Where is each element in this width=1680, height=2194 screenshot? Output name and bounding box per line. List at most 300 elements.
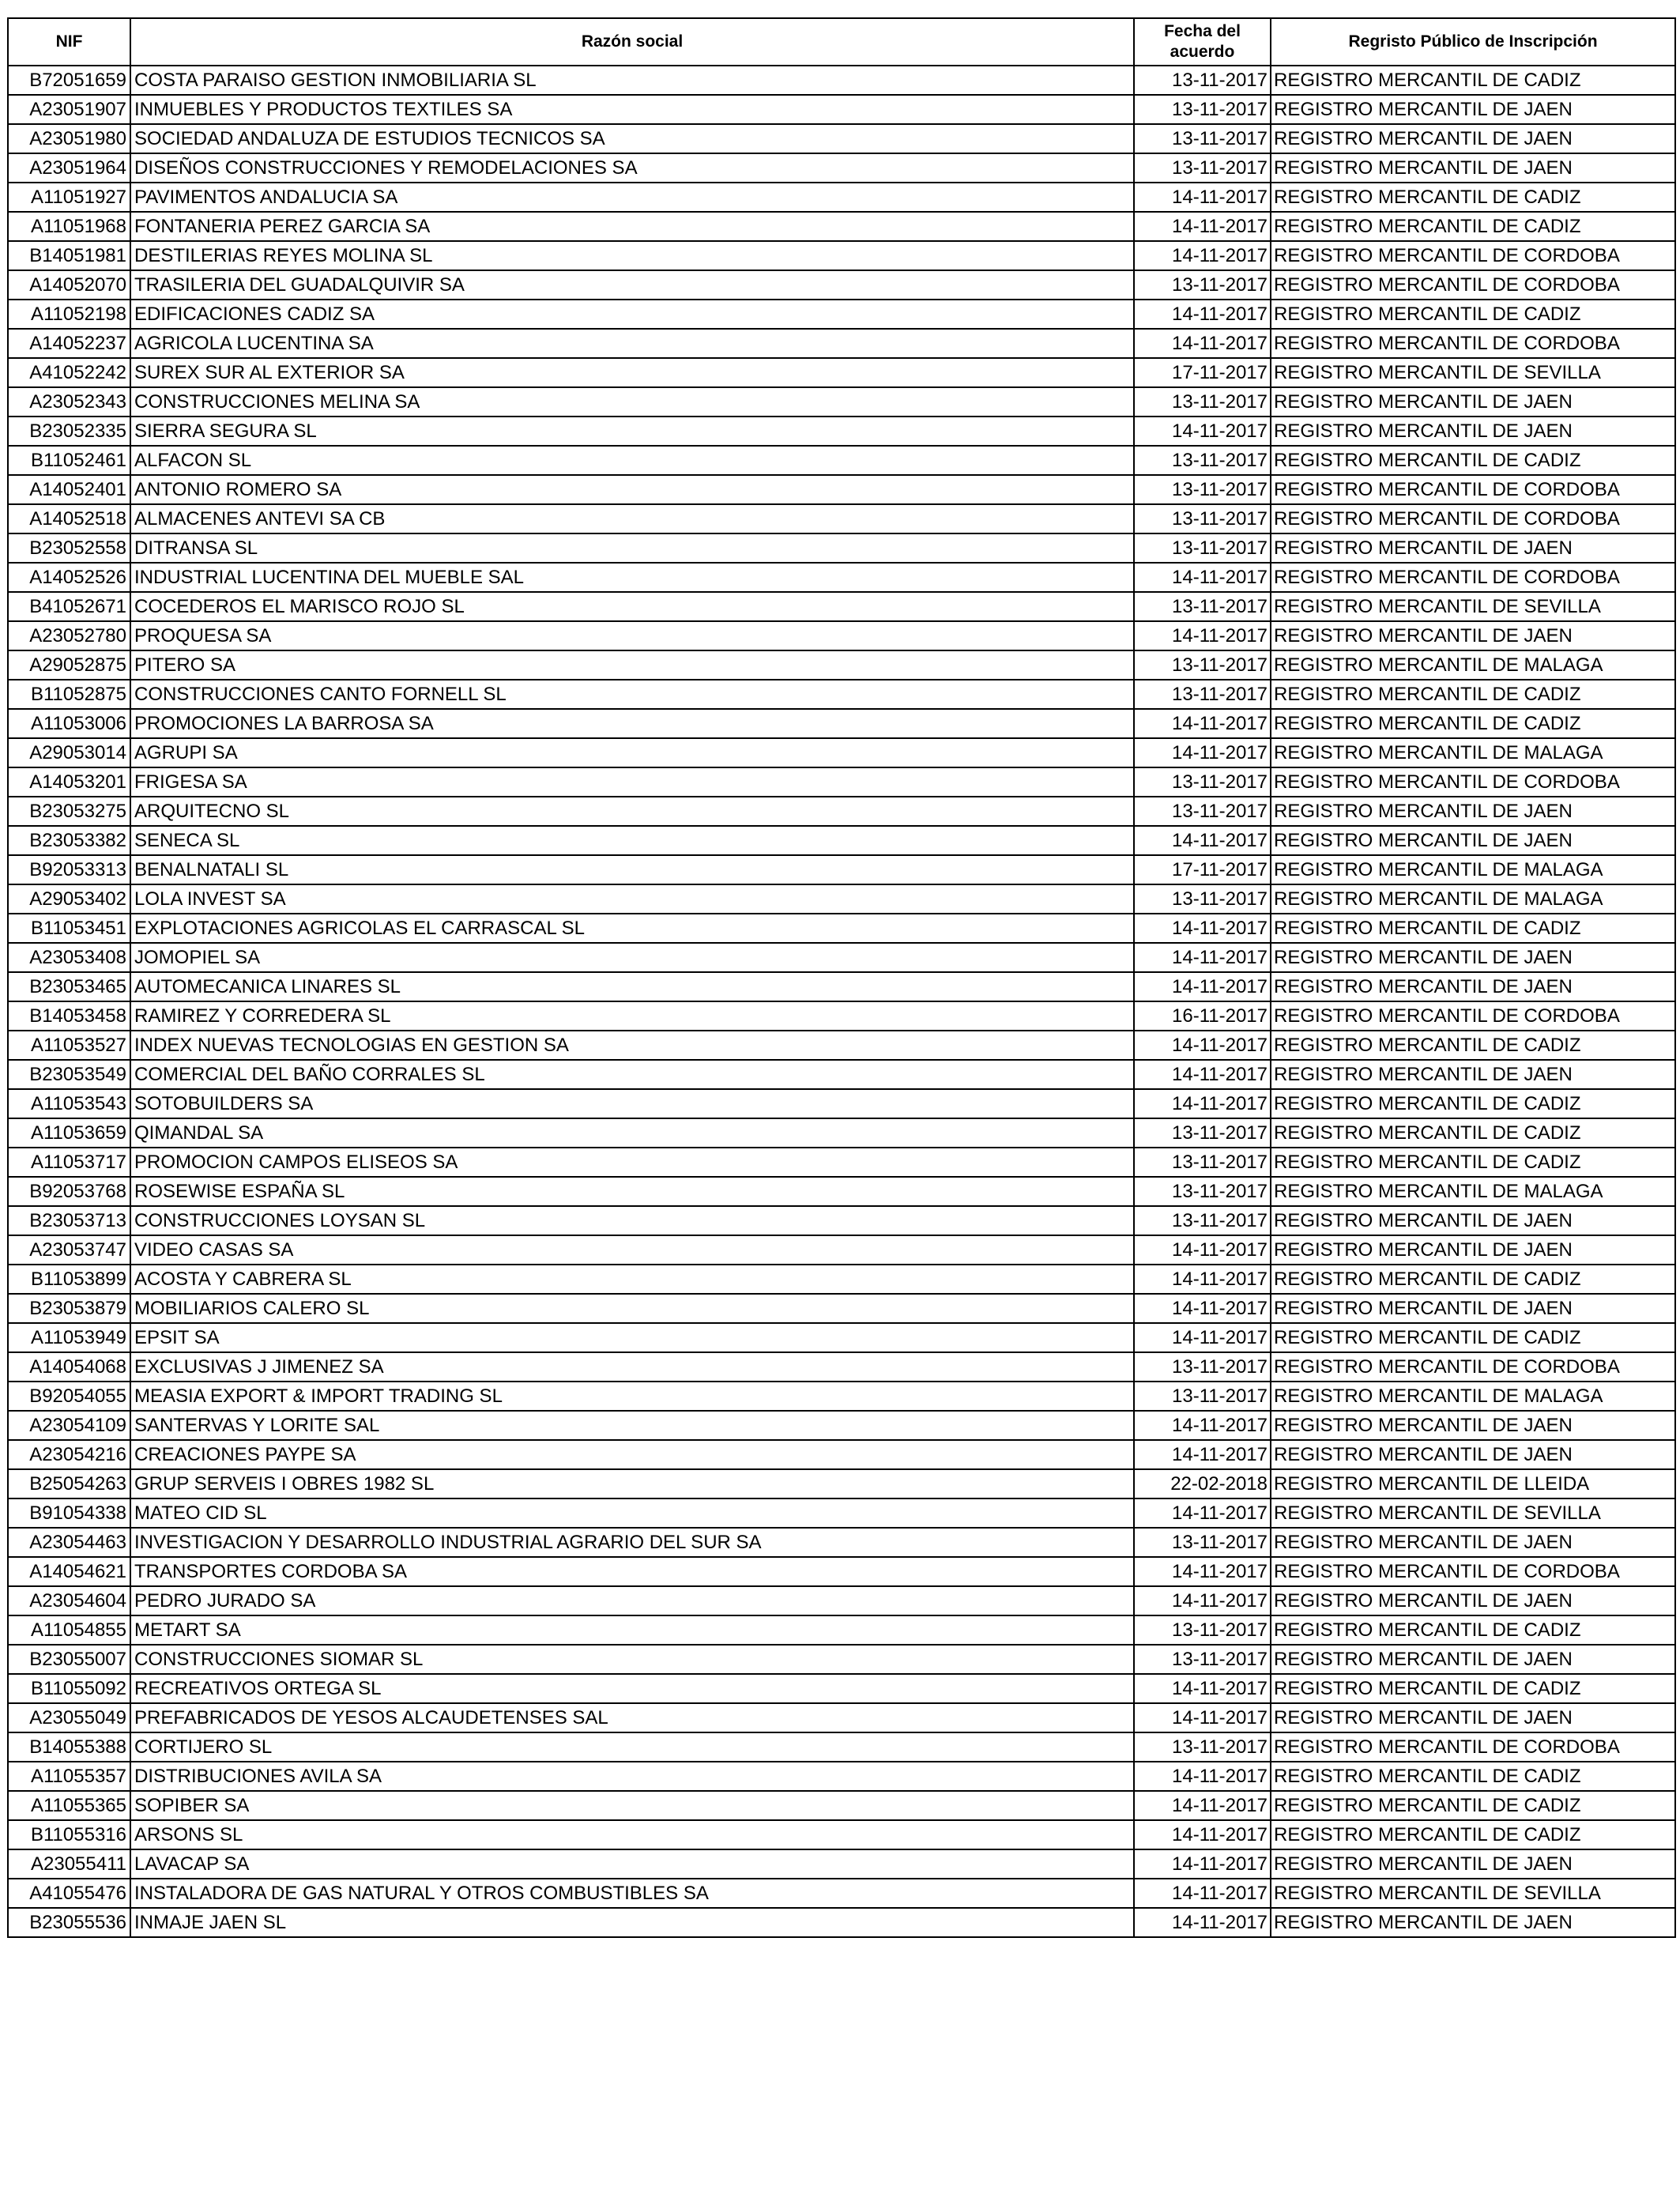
cell-razon-social: RECREATIVOS ORTEGA SL <box>130 1674 1134 1703</box>
cell-razon-social: DISEÑOS CONSTRUCCIONES Y REMODELACIONES SA <box>130 153 1134 183</box>
cell-nif: A23052780 <box>8 621 130 650</box>
cell-razon-social: AGRICOLA LUCENTINA SA <box>130 329 1134 358</box>
table-row <box>8 1908 1675 1937</box>
cell-fecha-acuerdo: 14-11-2017 <box>1134 1557 1271 1586</box>
cell-fecha-acuerdo: 13-11-2017 <box>1134 504 1271 533</box>
cell-fecha-acuerdo: 13-11-2017 <box>1134 1118 1271 1148</box>
cell-registro: REGISTRO MERCANTIL DE CADIZ <box>1271 1820 1675 1849</box>
cell-registro: REGISTRO MERCANTIL DE CORDOBA <box>1271 767 1675 797</box>
cell-nif: A14052526 <box>8 563 130 592</box>
cell-razon-social: INDEX NUEVAS TECNOLOGIAS EN GESTION SA <box>130 1031 1134 1060</box>
cell-razon-social: SUREX SUR AL EXTERIOR SA <box>130 358 1134 387</box>
cell-razon-social: SOPIBER SA <box>130 1791 1134 1820</box>
cell-registro: REGISTRO MERCANTIL DE CORDOBA <box>1271 1732 1675 1762</box>
cell-fecha-acuerdo: 14-11-2017 <box>1134 241 1271 270</box>
cell-registro: REGISTRO MERCANTIL DE CADIZ <box>1271 1031 1675 1060</box>
cell-razon-social: QIMANDAL SA <box>130 1118 1134 1148</box>
cell-nif: B92053768 <box>8 1177 130 1206</box>
cell-fecha-acuerdo: 14-11-2017 <box>1134 1060 1271 1089</box>
table-row <box>8 1235 1675 1265</box>
cell-fecha-acuerdo: 14-11-2017 <box>1134 329 1271 358</box>
cell-razon-social: PROMOCION CAMPOS ELISEOS SA <box>130 1148 1134 1177</box>
header-registro: Regristo Público de Inscripción <box>1271 18 1675 66</box>
header-nif: NIF <box>8 18 130 66</box>
cell-nif: A14053201 <box>8 767 130 797</box>
cell-nif: B11053899 <box>8 1265 130 1294</box>
cell-fecha-acuerdo: 13-11-2017 <box>1134 1528 1271 1557</box>
cell-registro: REGISTRO MERCANTIL DE CADIZ <box>1271 1674 1675 1703</box>
cell-nif: A11053006 <box>8 709 130 738</box>
cell-registro: REGISTRO MERCANTIL DE CORDOBA <box>1271 329 1675 358</box>
cell-nif: A11051968 <box>8 212 130 241</box>
cell-registro: REGISTRO MERCANTIL DE JAEN <box>1271 1440 1675 1469</box>
cell-registro: REGISTRO MERCANTIL DE SEVILLA <box>1271 358 1675 387</box>
cell-fecha-acuerdo: 13-11-2017 <box>1134 475 1271 504</box>
table-row <box>8 329 1675 358</box>
table-row <box>8 797 1675 826</box>
cell-razon-social: CREACIONES PAYPE SA <box>130 1440 1134 1469</box>
cell-fecha-acuerdo: 13-11-2017 <box>1134 1732 1271 1762</box>
cell-fecha-acuerdo: 14-11-2017 <box>1134 1703 1271 1732</box>
cell-nif: A14052401 <box>8 475 130 504</box>
table-row <box>8 358 1675 387</box>
cell-registro: REGISTRO MERCANTIL DE CADIZ <box>1271 1762 1675 1791</box>
cell-nif: A23051907 <box>8 95 130 124</box>
cell-nif: A11053717 <box>8 1148 130 1177</box>
cell-fecha-acuerdo: 14-11-2017 <box>1134 1265 1271 1294</box>
cell-fecha-acuerdo: 14-11-2017 <box>1134 1820 1271 1849</box>
cell-registro: REGISTRO MERCANTIL DE MALAGA <box>1271 650 1675 680</box>
table-row <box>8 1674 1675 1703</box>
table-row <box>8 1732 1675 1762</box>
cell-registro: REGISTRO MERCANTIL DE CADIZ <box>1271 1148 1675 1177</box>
cell-razon-social: PROMOCIONES LA BARROSA SA <box>130 709 1134 738</box>
cell-razon-social: GRUP SERVEIS I OBRES 1982 SL <box>130 1469 1134 1498</box>
table-row <box>8 1118 1675 1148</box>
cell-fecha-acuerdo: 14-11-2017 <box>1134 943 1271 972</box>
cell-registro: REGISTRO MERCANTIL DE CADIZ <box>1271 300 1675 329</box>
cell-nif: A23051964 <box>8 153 130 183</box>
cell-fecha-acuerdo: 13-11-2017 <box>1134 153 1271 183</box>
cell-registro: REGISTRO MERCANTIL DE JAEN <box>1271 1849 1675 1879</box>
table-row <box>8 1791 1675 1820</box>
cell-fecha-acuerdo: 14-11-2017 <box>1134 417 1271 446</box>
cell-fecha-acuerdo: 14-11-2017 <box>1134 1849 1271 1879</box>
cell-nif: A11055365 <box>8 1791 130 1820</box>
cell-razon-social: ARQUITECNO SL <box>130 797 1134 826</box>
cell-nif: A29052875 <box>8 650 130 680</box>
cell-razon-social: JOMOPIEL SA <box>130 943 1134 972</box>
cell-nif: A14054068 <box>8 1352 130 1382</box>
table-row <box>8 1265 1675 1294</box>
cell-razon-social: EPSIT SA <box>130 1323 1134 1352</box>
table-row <box>8 1879 1675 1908</box>
cell-registro: REGISTRO MERCANTIL DE CORDOBA <box>1271 563 1675 592</box>
cell-razon-social: INMUEBLES Y PRODUCTOS TEXTILES SA <box>130 95 1134 124</box>
table-row <box>8 153 1675 183</box>
cell-fecha-acuerdo: 14-11-2017 <box>1134 1089 1271 1118</box>
table-row <box>8 1382 1675 1411</box>
table-row <box>8 1849 1675 1879</box>
cell-registro: REGISTRO MERCANTIL DE JAEN <box>1271 1703 1675 1732</box>
cell-registro: REGISTRO MERCANTIL DE CADIZ <box>1271 1265 1675 1294</box>
table-row <box>8 1148 1675 1177</box>
table-row <box>8 124 1675 153</box>
registry-table <box>7 17 1676 1938</box>
cell-razon-social: ALMACENES ANTEVI SA CB <box>130 504 1134 533</box>
cell-registro: REGISTRO MERCANTIL DE CADIZ <box>1271 446 1675 475</box>
cell-razon-social: PAVIMENTOS ANDALUCIA SA <box>130 183 1134 212</box>
cell-nif: A41055476 <box>8 1879 130 1908</box>
cell-registro: REGISTRO MERCANTIL DE JAEN <box>1271 1645 1675 1674</box>
cell-fecha-acuerdo: 13-11-2017 <box>1134 1352 1271 1382</box>
cell-registro: REGISTRO MERCANTIL DE SEVILLA <box>1271 592 1675 621</box>
table-row <box>8 1557 1675 1586</box>
cell-fecha-acuerdo: 13-11-2017 <box>1134 1615 1271 1645</box>
cell-razon-social: SOCIEDAD ANDALUZA DE ESTUDIOS TECNICOS SA <box>130 124 1134 153</box>
cell-fecha-acuerdo: 14-11-2017 <box>1134 1440 1271 1469</box>
cell-razon-social: INSTALADORA DE GAS NATURAL Y OTROS COMBUSTIBLES SA <box>130 1879 1134 1908</box>
cell-registro: REGISTRO MERCANTIL DE MALAGA <box>1271 884 1675 914</box>
table-row <box>8 1498 1675 1528</box>
cell-fecha-acuerdo: 16-11-2017 <box>1134 1001 1271 1031</box>
cell-nif: A11053527 <box>8 1031 130 1060</box>
cell-registro: REGISTRO MERCANTIL DE JAEN <box>1271 387 1675 417</box>
cell-registro: REGISTRO MERCANTIL DE JAEN <box>1271 417 1675 446</box>
table-row <box>8 446 1675 475</box>
cell-razon-social: MATEO CID SL <box>130 1498 1134 1528</box>
cell-fecha-acuerdo: 14-11-2017 <box>1134 826 1271 855</box>
cell-fecha-acuerdo: 13-11-2017 <box>1134 446 1271 475</box>
cell-razon-social: ALFACON SL <box>130 446 1134 475</box>
cell-razon-social: PEDRO JURADO SA <box>130 1586 1134 1615</box>
cell-nif: A11051927 <box>8 183 130 212</box>
cell-razon-social: INMAJE JAEN SL <box>130 1908 1134 1937</box>
cell-nif: A23053408 <box>8 943 130 972</box>
cell-registro: REGISTRO MERCANTIL DE JAEN <box>1271 826 1675 855</box>
cell-fecha-acuerdo: 14-11-2017 <box>1134 972 1271 1001</box>
cell-fecha-acuerdo: 14-11-2017 <box>1134 300 1271 329</box>
table-row <box>8 183 1675 212</box>
table-row <box>8 650 1675 680</box>
cell-razon-social: RAMIREZ Y CORREDERA SL <box>130 1001 1134 1031</box>
cell-nif: B11055316 <box>8 1820 130 1849</box>
table-row <box>8 1089 1675 1118</box>
cell-fecha-acuerdo: 14-11-2017 <box>1134 738 1271 767</box>
cell-registro: REGISTRO MERCANTIL DE JAEN <box>1271 1235 1675 1265</box>
header-fecha-line1: Fecha del <box>1164 22 1241 40</box>
cell-razon-social: VIDEO CASAS SA <box>130 1235 1134 1265</box>
cell-nif: A14052070 <box>8 270 130 300</box>
cell-razon-social: COSTA PARAISO GESTION INMOBILIARIA SL <box>130 66 1134 95</box>
table-row <box>8 1703 1675 1732</box>
table-row <box>8 533 1675 563</box>
cell-razon-social: METART SA <box>130 1615 1134 1645</box>
cell-nif: A29053402 <box>8 884 130 914</box>
cell-fecha-acuerdo: 13-11-2017 <box>1134 533 1271 563</box>
table-row <box>8 387 1675 417</box>
cell-razon-social: CONSTRUCCIONES SIOMAR SL <box>130 1645 1134 1674</box>
cell-nif: A23054216 <box>8 1440 130 1469</box>
cell-razon-social: FONTANERIA PEREZ GARCIA SA <box>130 212 1134 241</box>
table-row <box>8 1001 1675 1031</box>
cell-registro: REGISTRO MERCANTIL DE MALAGA <box>1271 738 1675 767</box>
table-row <box>8 1440 1675 1469</box>
cell-fecha-acuerdo: 14-11-2017 <box>1134 1791 1271 1820</box>
cell-fecha-acuerdo: 14-11-2017 <box>1134 709 1271 738</box>
cell-fecha-acuerdo: 13-11-2017 <box>1134 124 1271 153</box>
cell-registro: REGISTRO MERCANTIL DE JAEN <box>1271 1908 1675 1937</box>
cell-fecha-acuerdo: 14-11-2017 <box>1134 1294 1271 1323</box>
cell-nif: B23053549 <box>8 1060 130 1089</box>
cell-fecha-acuerdo: 13-11-2017 <box>1134 592 1271 621</box>
cell-registro: REGISTRO MERCANTIL DE CORDOBA <box>1271 475 1675 504</box>
cell-nif: B23053382 <box>8 826 130 855</box>
cell-fecha-acuerdo: 13-11-2017 <box>1134 270 1271 300</box>
cell-registro: REGISTRO MERCANTIL DE CADIZ <box>1271 1118 1675 1148</box>
cell-razon-social: DISTRIBUCIONES AVILA SA <box>130 1762 1134 1791</box>
cell-nif: A11053543 <box>8 1089 130 1118</box>
table-row <box>8 855 1675 884</box>
cell-fecha-acuerdo: 13-11-2017 <box>1134 1148 1271 1177</box>
cell-nif: A23055049 <box>8 1703 130 1732</box>
cell-nif: B23053465 <box>8 972 130 1001</box>
table-row <box>8 1615 1675 1645</box>
cell-fecha-acuerdo: 13-11-2017 <box>1134 650 1271 680</box>
cell-nif: B14053458 <box>8 1001 130 1031</box>
cell-razon-social: INDUSTRIAL LUCENTINA DEL MUEBLE SAL <box>130 563 1134 592</box>
cell-razon-social: COCEDEROS EL MARISCO ROJO SL <box>130 592 1134 621</box>
cell-registro: REGISTRO MERCANTIL DE CORDOBA <box>1271 241 1675 270</box>
cell-nif: B14055388 <box>8 1732 130 1762</box>
table-row <box>8 1586 1675 1615</box>
cell-registro: REGISTRO MERCANTIL DE CADIZ <box>1271 709 1675 738</box>
cell-nif: B23052558 <box>8 533 130 563</box>
table-row <box>8 563 1675 592</box>
cell-registro: REGISTRO MERCANTIL DE CADIZ <box>1271 212 1675 241</box>
cell-registro: REGISTRO MERCANTIL DE MALAGA <box>1271 1177 1675 1206</box>
cell-registro: REGISTRO MERCANTIL DE CADIZ <box>1271 1089 1675 1118</box>
table-row <box>8 1060 1675 1089</box>
cell-nif: A23051980 <box>8 124 130 153</box>
cell-fecha-acuerdo: 13-11-2017 <box>1134 387 1271 417</box>
cell-razon-social: LAVACAP SA <box>130 1849 1134 1879</box>
cell-registro: REGISTRO MERCANTIL DE MALAGA <box>1271 1382 1675 1411</box>
cell-fecha-acuerdo: 13-11-2017 <box>1134 797 1271 826</box>
cell-nif: B11055092 <box>8 1674 130 1703</box>
cell-nif: B11052875 <box>8 680 130 709</box>
cell-razon-social: COMERCIAL DEL BAÑO CORRALES SL <box>130 1060 1134 1089</box>
cell-registro: REGISTRO MERCANTIL DE CADIZ <box>1271 183 1675 212</box>
cell-razon-social: PITERO SA <box>130 650 1134 680</box>
cell-nif: A11055357 <box>8 1762 130 1791</box>
cell-fecha-acuerdo: 14-11-2017 <box>1134 914 1271 943</box>
cell-nif: B23052335 <box>8 417 130 446</box>
cell-nif: A14052237 <box>8 329 130 358</box>
cell-nif: A23052343 <box>8 387 130 417</box>
cell-razon-social: SIERRA SEGURA SL <box>130 417 1134 446</box>
cell-nif: B92054055 <box>8 1382 130 1411</box>
cell-razon-social: ARSONS SL <box>130 1820 1134 1849</box>
cell-razon-social: TRASILERIA DEL GUADALQUIVIR SA <box>130 270 1134 300</box>
cell-razon-social: SOTOBUILDERS SA <box>130 1089 1134 1118</box>
cell-registro: REGISTRO MERCANTIL DE JAEN <box>1271 1060 1675 1089</box>
cell-fecha-acuerdo: 13-11-2017 <box>1134 884 1271 914</box>
cell-registro: REGISTRO MERCANTIL DE LLEIDA <box>1271 1469 1675 1498</box>
cell-fecha-acuerdo: 14-11-2017 <box>1134 621 1271 650</box>
cell-razon-social: AUTOMECANICA LINARES SL <box>130 972 1134 1001</box>
cell-razon-social: EDIFICACIONES CADIZ SA <box>130 300 1134 329</box>
table-row <box>8 1645 1675 1674</box>
cell-registro: REGISTRO MERCANTIL DE JAEN <box>1271 1528 1675 1557</box>
cell-nif: B11053451 <box>8 914 130 943</box>
cell-nif: B92053313 <box>8 855 130 884</box>
cell-nif: A23053747 <box>8 1235 130 1265</box>
cell-registro: REGISTRO MERCANTIL DE CADIZ <box>1271 1615 1675 1645</box>
cell-registro: REGISTRO MERCANTIL DE CADIZ <box>1271 680 1675 709</box>
cell-fecha-acuerdo: 14-11-2017 <box>1134 1031 1271 1060</box>
cell-registro: REGISTRO MERCANTIL DE JAEN <box>1271 124 1675 153</box>
cell-registro: REGISTRO MERCANTIL DE JAEN <box>1271 1206 1675 1235</box>
table-row <box>8 621 1675 650</box>
cell-fecha-acuerdo: 14-11-2017 <box>1134 183 1271 212</box>
cell-fecha-acuerdo: 14-11-2017 <box>1134 563 1271 592</box>
table-row <box>8 212 1675 241</box>
cell-registro: REGISTRO MERCANTIL DE CORDOBA <box>1271 504 1675 533</box>
cell-fecha-acuerdo: 13-11-2017 <box>1134 680 1271 709</box>
cell-fecha-acuerdo: 13-11-2017 <box>1134 1382 1271 1411</box>
cell-razon-social: CONSTRUCCIONES CANTO FORNELL SL <box>130 680 1134 709</box>
cell-fecha-acuerdo: 17-11-2017 <box>1134 358 1271 387</box>
table-row <box>8 1528 1675 1557</box>
cell-nif: A23054604 <box>8 1586 130 1615</box>
cell-fecha-acuerdo: 13-11-2017 <box>1134 95 1271 124</box>
cell-fecha-acuerdo: 14-11-2017 <box>1134 1411 1271 1440</box>
table-row <box>8 475 1675 504</box>
cell-nif: A41052242 <box>8 358 130 387</box>
cell-registro: REGISTRO MERCANTIL DE MALAGA <box>1271 855 1675 884</box>
cell-nif: A14054621 <box>8 1557 130 1586</box>
cell-razon-social: DESTILERIAS REYES MOLINA SL <box>130 241 1134 270</box>
cell-registro: REGISTRO MERCANTIL DE CADIZ <box>1271 1791 1675 1820</box>
cell-fecha-acuerdo: 17-11-2017 <box>1134 855 1271 884</box>
cell-nif: B23055536 <box>8 1908 130 1937</box>
cell-registro: REGISTRO MERCANTIL DE JAEN <box>1271 1411 1675 1440</box>
cell-nif: A23054463 <box>8 1528 130 1557</box>
table-row <box>8 1820 1675 1849</box>
table-row <box>8 884 1675 914</box>
cell-fecha-acuerdo: 14-11-2017 <box>1134 1879 1271 1908</box>
cell-nif: B25054263 <box>8 1469 130 1498</box>
table-row <box>8 592 1675 621</box>
cell-razon-social: ROSEWISE ESPAÑA SL <box>130 1177 1134 1206</box>
table-row <box>8 1762 1675 1791</box>
cell-registro: REGISTRO MERCANTIL DE JAEN <box>1271 153 1675 183</box>
cell-nif: A11053949 <box>8 1323 130 1352</box>
cell-nif: B72051659 <box>8 66 130 95</box>
table-row <box>8 738 1675 767</box>
header-fecha-acuerdo <box>1134 18 1271 66</box>
cell-razon-social: MOBILIARIOS CALERO SL <box>130 1294 1134 1323</box>
header-fecha-line2: acuerdo <box>1170 43 1235 61</box>
cell-registro: REGISTRO MERCANTIL DE JAEN <box>1271 95 1675 124</box>
table-row <box>8 1323 1675 1352</box>
cell-registro: REGISTRO MERCANTIL DE CORDOBA <box>1271 1001 1675 1031</box>
cell-razon-social: ACOSTA Y CABRERA SL <box>130 1265 1134 1294</box>
cell-razon-social: CORTIJERO SL <box>130 1732 1134 1762</box>
cell-razon-social: AGRUPI SA <box>130 738 1134 767</box>
cell-nif: B91054338 <box>8 1498 130 1528</box>
cell-nif: A11053659 <box>8 1118 130 1148</box>
table-row <box>8 1031 1675 1060</box>
cell-razon-social: EXCLUSIVAS J JIMENEZ SA <box>130 1352 1134 1382</box>
table-row <box>8 826 1675 855</box>
cell-razon-social: EXPLOTACIONES AGRICOLAS EL CARRASCAL SL <box>130 914 1134 943</box>
table-row <box>8 709 1675 738</box>
cell-nif: A29053014 <box>8 738 130 767</box>
cell-nif: B23055007 <box>8 1645 130 1674</box>
table-row <box>8 1469 1675 1498</box>
cell-registro: REGISTRO MERCANTIL DE JAEN <box>1271 1586 1675 1615</box>
cell-razon-social: CONSTRUCCIONES LOYSAN SL <box>130 1206 1134 1235</box>
table-row <box>8 914 1675 943</box>
cell-registro: REGISTRO MERCANTIL DE JAEN <box>1271 1294 1675 1323</box>
table-row <box>8 504 1675 533</box>
cell-razon-social: PREFABRICADOS DE YESOS ALCAUDETENSES SAL <box>130 1703 1134 1732</box>
cell-fecha-acuerdo: 14-11-2017 <box>1134 1908 1271 1937</box>
cell-registro: REGISTRO MERCANTIL DE JAEN <box>1271 943 1675 972</box>
cell-fecha-acuerdo: 14-11-2017 <box>1134 1586 1271 1615</box>
cell-nif: B23053275 <box>8 797 130 826</box>
cell-fecha-acuerdo: 13-11-2017 <box>1134 1206 1271 1235</box>
table-row <box>8 1352 1675 1382</box>
cell-nif: B23053713 <box>8 1206 130 1235</box>
cell-fecha-acuerdo: 14-11-2017 <box>1134 1762 1271 1791</box>
table-row <box>8 680 1675 709</box>
table-row <box>8 767 1675 797</box>
cell-registro: REGISTRO MERCANTIL DE SEVILLA <box>1271 1498 1675 1528</box>
cell-fecha-acuerdo: 14-11-2017 <box>1134 212 1271 241</box>
cell-razon-social: MEASIA EXPORT & IMPORT TRADING SL <box>130 1382 1134 1411</box>
table-row <box>8 972 1675 1001</box>
cell-registro: REGISTRO MERCANTIL DE JAEN <box>1271 797 1675 826</box>
cell-nif: A23055411 <box>8 1849 130 1879</box>
cell-fecha-acuerdo: 13-11-2017 <box>1134 1645 1271 1674</box>
cell-fecha-acuerdo: 13-11-2017 <box>1134 767 1271 797</box>
cell-registro: REGISTRO MERCANTIL DE CADIZ <box>1271 1323 1675 1352</box>
cell-razon-social: ANTONIO ROMERO SA <box>130 475 1134 504</box>
cell-razon-social: SENECA SL <box>130 826 1134 855</box>
cell-razon-social: BENALNATALI SL <box>130 855 1134 884</box>
cell-razon-social: TRANSPORTES CORDOBA SA <box>130 1557 1134 1586</box>
cell-nif: B11052461 <box>8 446 130 475</box>
cell-fecha-acuerdo: 14-11-2017 <box>1134 1235 1271 1265</box>
cell-registro: REGISTRO MERCANTIL DE CORDOBA <box>1271 1557 1675 1586</box>
cell-fecha-acuerdo: 14-11-2017 <box>1134 1323 1271 1352</box>
cell-razon-social: FRIGESA SA <box>130 767 1134 797</box>
cell-registro: REGISTRO MERCANTIL DE JAEN <box>1271 972 1675 1001</box>
cell-fecha-acuerdo: 14-11-2017 <box>1134 1674 1271 1703</box>
cell-nif: A23054109 <box>8 1411 130 1440</box>
cell-nif: A14052518 <box>8 504 130 533</box>
cell-registro: REGISTRO MERCANTIL DE JAEN <box>1271 533 1675 563</box>
cell-razon-social: INVESTIGACION Y DESARROLLO INDUSTRIAL AGRARIO DEL SUR SA <box>130 1528 1134 1557</box>
cell-nif: B41052671 <box>8 592 130 621</box>
cell-nif: B14051981 <box>8 241 130 270</box>
cell-registro: REGISTRO MERCANTIL DE SEVILLA <box>1271 1879 1675 1908</box>
table-body <box>8 66 1675 1937</box>
table-row <box>8 417 1675 446</box>
